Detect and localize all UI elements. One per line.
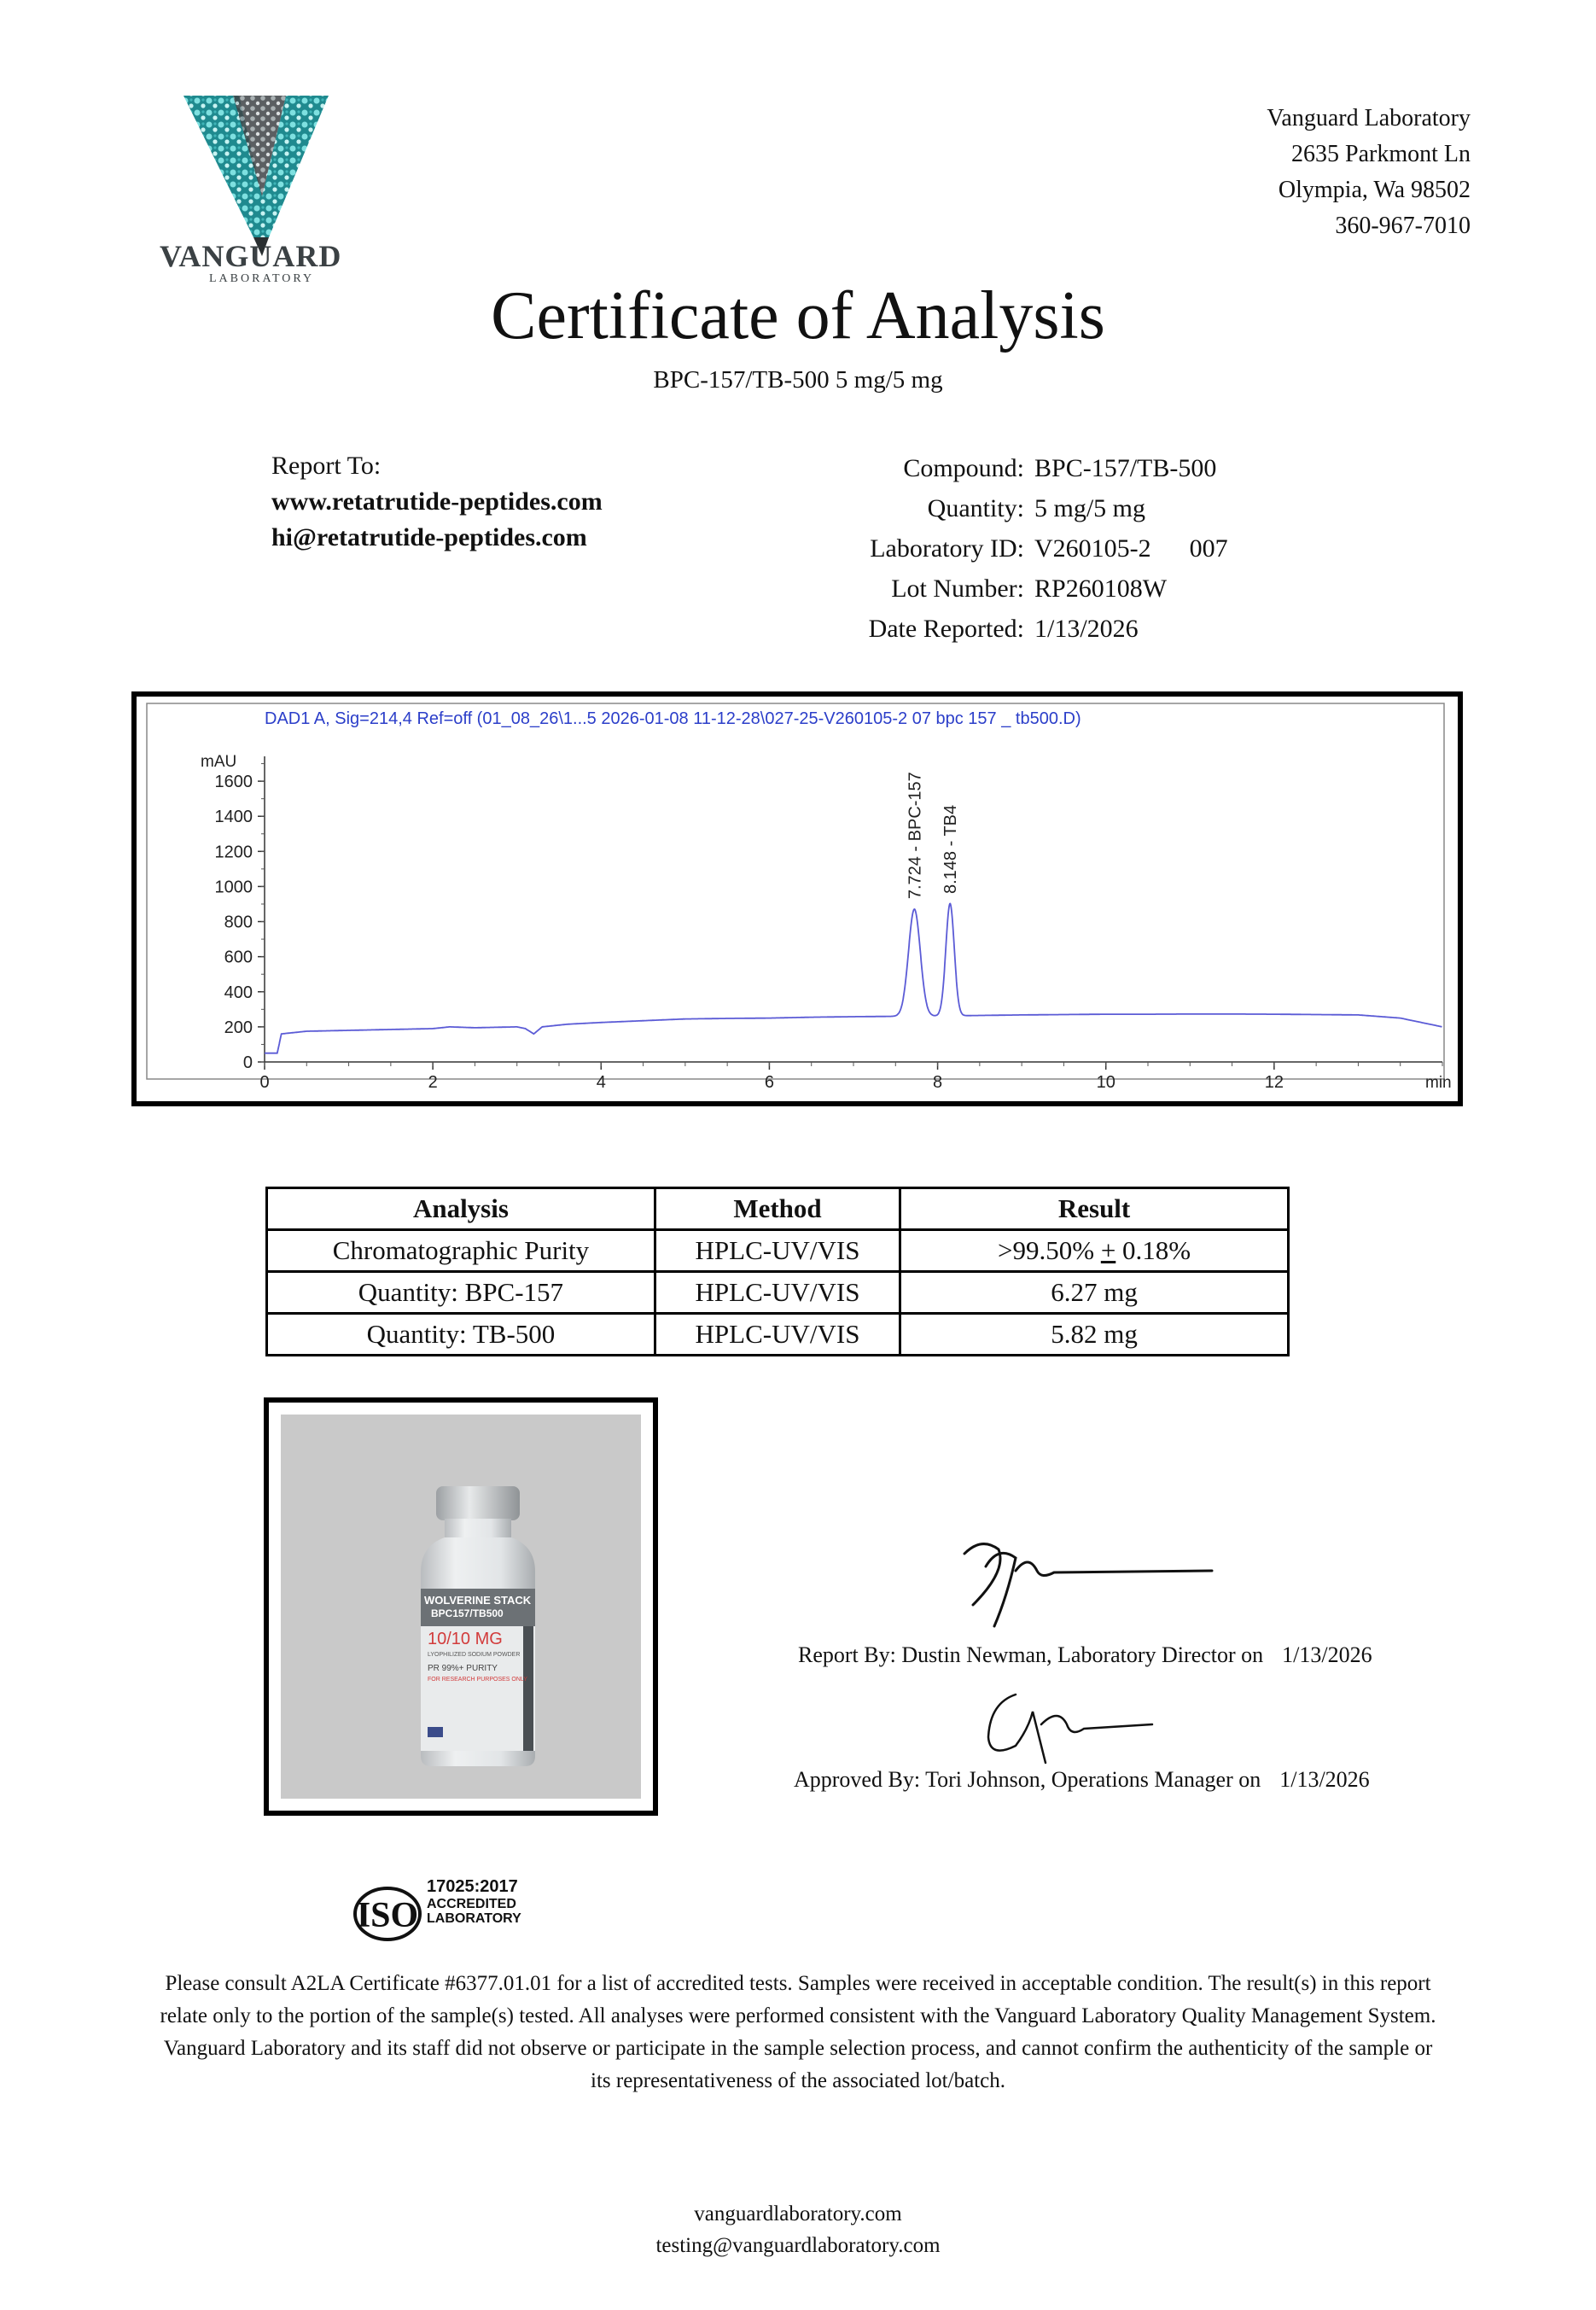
chromatogram-trace	[265, 904, 1442, 1053]
address-line: 2635 Parkmont Ln	[1291, 141, 1471, 167]
report-to-website: www.retatrutide-peptides.com	[271, 487, 603, 516]
y-tick-label: 400	[224, 983, 253, 1002]
info-row-quantity	[819, 488, 1228, 528]
vial-purity: PR 99%+ PURITY	[428, 1664, 498, 1673]
cell-result: 5.82 mg	[900, 1314, 1289, 1356]
x-tick-label: 12	[1264, 1073, 1284, 1092]
cell-result	[900, 1230, 1289, 1272]
info-value: V260105-2 007	[1034, 534, 1228, 563]
footer-website: vanguardlaboratory.com	[694, 2202, 902, 2225]
logo-name: VANGUARD	[160, 239, 342, 273]
cell-result: 6.27 mg	[900, 1272, 1289, 1314]
report-to-block	[271, 448, 603, 556]
y-axis-label: mAU	[201, 753, 237, 771]
info-row-laboratory-id	[819, 528, 1228, 569]
y-tick-label: 0	[242, 1053, 253, 1072]
y-tick-label: 200	[224, 1018, 253, 1037]
iso-label-line2: LABORATORY	[427, 1911, 521, 1926]
result-tolerance: 0.18%	[1115, 1235, 1191, 1265]
footer	[0, 2198, 1596, 2261]
manager-signature	[981, 1686, 1169, 1771]
x-axis-label: min	[1425, 1074, 1452, 1092]
vial-dose: 10/10 MG	[428, 1630, 503, 1648]
product-photo-background	[281, 1415, 641, 1799]
report-to-email: hi@retatrutide-peptides.com	[271, 523, 587, 551]
page-subtitle: BPC-157/TB-500 5 mg/5 mg	[653, 366, 943, 394]
y-tick-label: 600	[224, 948, 253, 967]
info-value: RP260108W	[1034, 575, 1168, 603]
info-value: 1/13/2026	[1034, 615, 1139, 643]
info-value: 5 mg/5 mg	[1034, 494, 1146, 522]
approved-by-text: Approved By: Tori Johnson, Operations Manager on	[794, 1767, 1261, 1792]
y-tick-label: 1200	[214, 843, 253, 862]
cell-analysis: Chromatographic Purity	[267, 1230, 655, 1272]
x-tick-label: 8	[933, 1073, 943, 1092]
report-to-label: Report To:	[271, 452, 382, 480]
vanguard-logo	[158, 85, 363, 286]
table-row	[267, 1230, 1289, 1272]
y-tick-label: 1000	[214, 878, 253, 897]
info-label: Date Reported:	[868, 615, 1024, 643]
info-row-date-reported	[819, 609, 1228, 649]
iso-mark: ISO	[356, 1896, 419, 1935]
compound-info	[819, 448, 1228, 649]
info-label: Quantity:	[927, 494, 1024, 522]
info-row-lot-number	[819, 569, 1228, 609]
x-tick-label: 4	[596, 1073, 606, 1092]
cell-analysis: Quantity: TB-500	[267, 1314, 655, 1356]
cell-analysis: Quantity: BPC-157	[267, 1272, 655, 1314]
vial-label-line2: BPC157/TB500	[431, 1607, 504, 1619]
peak-label: 8.148 - TB4	[941, 804, 961, 894]
vial-description: LYOPHILIZED SODIUM POWDER	[428, 1652, 521, 1658]
result-value: >99.50%	[998, 1235, 1101, 1265]
vial-note: FOR RESEARCH PURPOSES ONLY	[428, 1677, 527, 1683]
address-line: Olympia, Wa 98502	[1278, 177, 1471, 203]
iso-code: 17025:2017	[427, 1877, 518, 1896]
page-title: Certificate of Analysis	[491, 278, 1105, 353]
header-analysis: Analysis	[267, 1188, 655, 1230]
header-result: Result	[900, 1188, 1289, 1230]
x-tick-label: 6	[764, 1073, 774, 1092]
iso-label	[427, 1897, 521, 1926]
lab-address	[1267, 101, 1471, 244]
x-tick-label: 0	[259, 1073, 270, 1092]
y-tick-label: 1400	[214, 808, 253, 827]
result-plus-minus: +	[1100, 1235, 1116, 1265]
report-by-line	[798, 1642, 1372, 1668]
approved-by-line	[794, 1767, 1370, 1793]
info-label: Laboratory ID:	[870, 534, 1024, 563]
info-value: BPC-157/TB-500	[1034, 454, 1217, 482]
disclaimer-text: Please consult A2LA Certificate #6377.01.01 for a list of accredited tests. Samples were received in acceptable condition. The result(s) in this report relate only to the portion of the sample(s) tested. All analyses were performed consistent with the Vanguard Laboratory Quality Management System. Vanguard Laboratory and its staff did not observe or participate in the sample selection process, and cannot confirm the authenticity of the sample or its representativeness of the associated lot/batch.	[160, 1972, 1436, 2092]
approved-by-date: 1/13/2026	[1279, 1767, 1370, 1792]
cell-method: HPLC-UV/VIS	[655, 1272, 900, 1314]
info-label: Lot Number:	[891, 575, 1024, 603]
info-label: Compound:	[903, 454, 1024, 482]
chromatogram-chart	[137, 697, 1458, 1101]
table-header-row	[267, 1188, 1289, 1230]
footer-email: testing@vanguardlaboratory.com	[655, 2234, 941, 2257]
chart-title: DAD1 A, Sig=214,4 Ref=off (01_08_26\1...5 2026-01-08 11-12-28\027-25-V260105-2 07 bpc 157 _ tb500.D)	[265, 709, 1081, 728]
plot-border	[147, 703, 1444, 1079]
y-tick-label: 1600	[214, 773, 253, 792]
chromatogram-frame	[131, 691, 1463, 1106]
header-method: Method	[655, 1188, 900, 1230]
logo-subname: LABORATORY	[209, 272, 315, 285]
cell-method: HPLC-UV/VIS	[655, 1314, 900, 1356]
x-tick-label: 2	[428, 1073, 438, 1092]
report-by-date: 1/13/2026	[1282, 1642, 1372, 1667]
y-tick-label: 800	[224, 913, 253, 932]
director-signature	[947, 1520, 1229, 1630]
table-row	[267, 1272, 1289, 1314]
vial-icon	[419, 1486, 537, 1768]
address-line: Vanguard Laboratory	[1267, 105, 1471, 131]
peak-label: 7.724 - BPC-157	[906, 772, 925, 900]
cell-method: HPLC-UV/VIS	[655, 1230, 900, 1272]
product-photo	[264, 1397, 658, 1816]
info-row-compound	[819, 448, 1228, 488]
address-line: 360-967-7010	[1335, 213, 1471, 239]
iso-label-line1: ACCREDITED	[427, 1897, 516, 1911]
x-tick-label: 10	[1096, 1073, 1115, 1092]
table-row	[267, 1314, 1289, 1356]
report-by-text: Report By: Dustin Newman, Laboratory Director on	[798, 1642, 1264, 1667]
results-table	[265, 1187, 1290, 1356]
vial-label-line1: WOLVERINE STACK	[424, 1594, 532, 1607]
